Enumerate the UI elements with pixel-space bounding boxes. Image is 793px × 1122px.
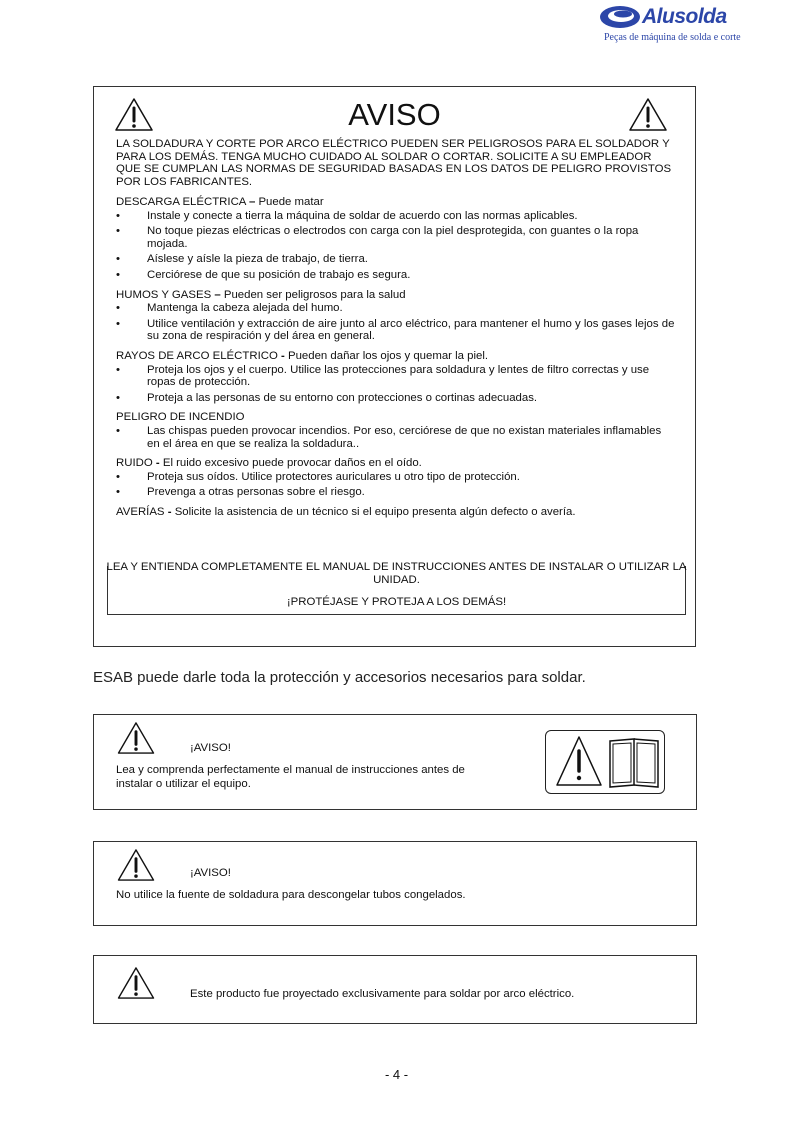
warning-triangle-icon — [116, 848, 156, 882]
hazard-section: RAYOS DE ARCO ELÉCTRICO - Pueden dañar los ojos y quemar la piel. • Proteja los ojos y el cuerpo. Utilice las protecciones para soldadura y lentes de filtro correctas y use ropas de protección. • Proteja a las personas de su entorno con protecciones o cortinas adecuadas. — [116, 350, 676, 404]
hazard-section: HUMOS Y GASES – Pueden ser peligrosos para la salud • Mantenga la cabeza alejada del humo. • Utilice ventilación y extracción de aire junto al arco eléctrico, para mantener el humo y los gases lejos de su zona de respiración y del área en general. — [116, 289, 676, 343]
warning-label: ¡AVISO! — [190, 867, 231, 879]
hazard-section: DESCARGA ELÉCTRICA – Puede matar • Instale y conecte a tierra la máquina de soldar de acuerdo con las normas aplicables. • No toque piezas eléctricas o electrodos con carga con la piel desprotegida, con guantes o la ropa mojada. • Aíslese y aísle la pieza de trabajo, de tierra. • Cerciórese de que su posición de trabajo es segura. — [116, 196, 676, 282]
warning-title: AVISO — [348, 97, 441, 132]
hazard-bullet: • Utilice ventilación y extracción de aire junto al arco eléctrico, para mantener el humo y los gases lejos de su zona de respiración y del área en general. — [116, 318, 676, 343]
hazard-subtitle: Pueden ser peligrosos para la salud — [223, 288, 406, 301]
logo-tagline: Peças de máquina de solda e corte — [604, 32, 741, 43]
warning-text: Este producto fue proyectado exclusivamente para soldar por arco eléctrico. — [190, 988, 575, 1000]
hazard-sections — [116, 196, 676, 525]
hazard-heading: PELIGRO DE INCENDIO — [116, 411, 245, 424]
hazard-heading: RAYOS DE ARCO ELÉCTRICO — [116, 349, 278, 362]
warning-triangle-icon — [116, 721, 156, 755]
hazard-section: RUIDO - El ruido excesivo puede provocar daños en el oído. • Proteja sus oídos. Utilice protectores auriculares u otro tipo de protección. • Prevenga a otras personas sobre el riesgo. — [116, 457, 676, 499]
warning-box-usage — [93, 955, 697, 1024]
hazard-bullet: • Mantenga la cabeza alejada del humo. — [116, 302, 676, 315]
hazard-bullet: • No toque piezas eléctricas o electrodos con carga con la piel desprotegida, con guantes o la ropa mojada. — [116, 225, 676, 250]
warning-label: ¡AVISO! — [190, 742, 231, 754]
hazard-subtitle: Pueden dañar los ojos y quemar la piel. — [287, 349, 489, 362]
hazard-subtitle: Solicite la asistencia de un técnico si el equipo presenta algún defecto o avería. — [174, 505, 576, 518]
warning-triangle-icon — [116, 966, 156, 1000]
hazard-bullet: • Cerciórese de que su posición de trabajo es segura. — [116, 269, 676, 282]
warning-text: No utilice la fuente de soldadura para descongelar tubos congelados. — [116, 889, 466, 901]
hazard-bullet: • Instale y conecte a tierra la máquina de soldar de acuerdo con las normas aplicables. — [116, 210, 676, 223]
hazard-section: AVERÍAS - Solicite la asistencia de un técnico si el equipo presenta algún defecto o avería. — [116, 505, 576, 518]
hazard-heading: AVERÍAS — [116, 505, 165, 518]
warning-intro: LA SOLDADURA Y CORTE POR ARCO ELÉCTRICO PUEDEN SER PELIGROSOS PARA EL SOLDADOR Y PARA LOS DEMÁS. TENGA MUCHO CUIDADO AL SOLDAR O CORTAR. SOLICITE A SU EMPLEADOR QUE SE CUMPLAN LAS NORMAS DE SEGURIDAD BASADAS EN LOS DATOS DE PELIGRO PROVISTOS POR LOS FABRICANTES. — [116, 138, 672, 188]
hazard-bullet: • Proteja los ojos y el cuerpo. Utilice las protecciones para soldadura y lentes de filtro correctas y use ropas de protección. — [116, 364, 676, 389]
hazard-bullet: • Proteja a las personas de su entorno con protecciones o cortinas adecuadas. — [116, 392, 676, 405]
protect-slogan: ¡PROTÉJASE Y PROTEJA A LOS DEMÁS! — [286, 596, 507, 608]
manual-notice-box — [106, 561, 687, 615]
hazard-heading: RUIDO — [116, 457, 153, 470]
brand-logo — [598, 2, 748, 46]
warning-box-pipes — [93, 841, 697, 926]
hazard-section — [116, 411, 676, 450]
main-warning-box — [93, 86, 696, 647]
logo-name: Alusolda — [642, 5, 727, 28]
hazard-bullet: • Aíslese y aísle la pieza de trabajo, de tierra. — [116, 253, 676, 266]
warning-manual-icon — [545, 730, 665, 794]
hazard-heading: HUMOS Y GASES — [116, 288, 212, 301]
hazard-heading: DESCARGA ELÉCTRICA — [116, 196, 246, 208]
hazard-bullet: • Prevenga a otras personas sobre el riesgo. — [116, 486, 676, 499]
hazard-bullet: • Proteja sus oídos. Utilice protectores auriculares u otro tipo de protección. — [116, 471, 676, 484]
hazard-subtitle: Puede matar — [258, 196, 324, 208]
page-number: - 4 - — [384, 1067, 409, 1082]
hazard-bullet: • Las chispas pueden provocar incendios. Por eso, cerciórese de que no existan materiales inflamables en el área en que se realiza la soldadura.. — [116, 425, 676, 450]
manual-notice-text: LEA Y ENTIENDA COMPLETAMENTE EL MANUAL DE INSTRUCCIONES ANTES DE INSTALAR O UTILIZAR LA UNIDAD. — [106, 561, 687, 586]
warning-box-manual — [93, 714, 697, 810]
alusolda-swirl-icon — [598, 4, 644, 30]
warning-text: Lea y comprenda perfectamente el manual de instrucciones antes de instalar o utilizar el equipo. — [116, 764, 465, 790]
hazard-subtitle: El ruido excesivo puede provocar daños en el oído. — [162, 457, 422, 470]
esab-statement: ESAB puede darle toda la protección y accesorios necesarios para soldar. — [93, 669, 586, 686]
